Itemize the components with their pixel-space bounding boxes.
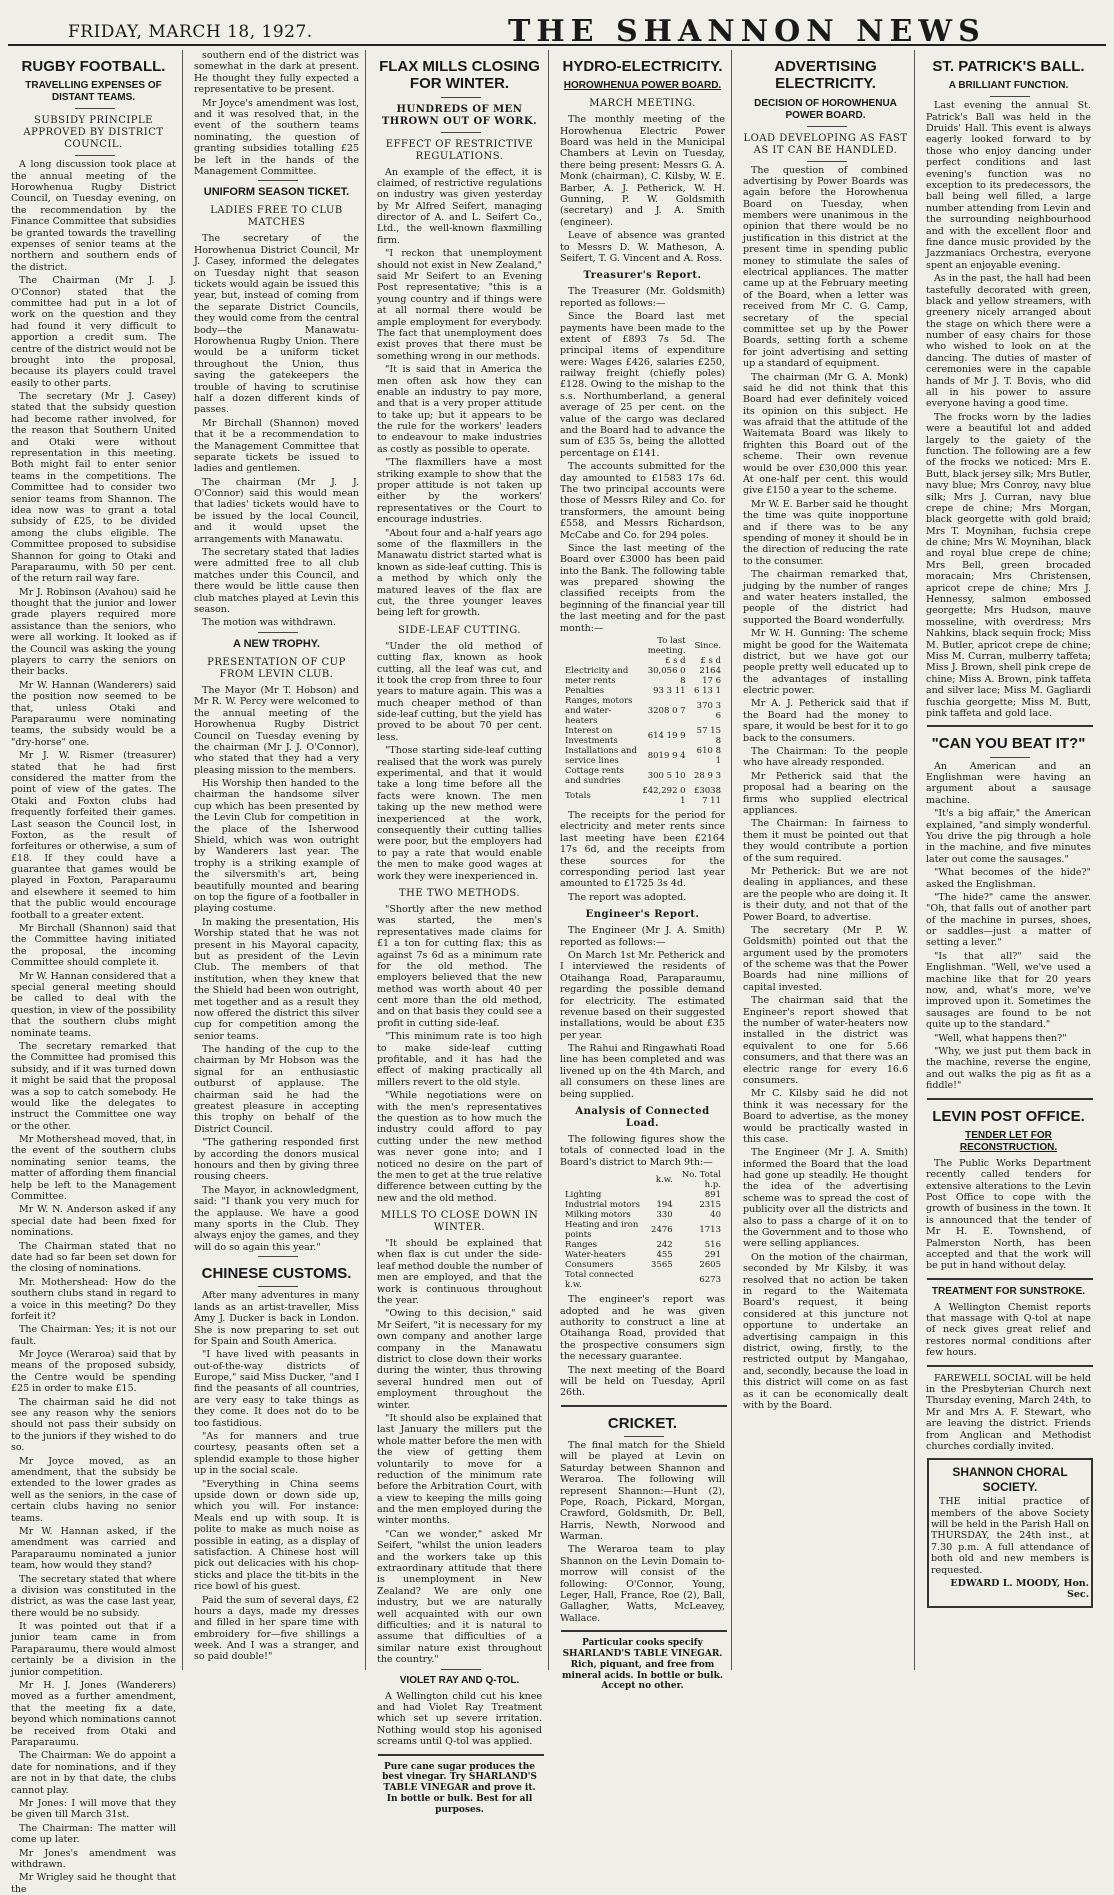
article-paragraph: The Chairman: In fairness to them it must be pointed out that they would contribute a portion of the sum required. xyxy=(743,818,908,864)
table-cell: £42,292 0 1 xyxy=(642,786,686,807)
article-paragraph: "I have lived with peasants in out-of-the-way districts of Europe," said Miss Ducker, "and I find the peasants of all countries, are very easy to take things as they come. It does not do to be too fastidious. xyxy=(194,1349,359,1429)
article-headline: HYDRO-ELECTRICITY. xyxy=(562,58,723,75)
article-paragraph: On March 1st Mr. Petherick and I interviewed the residents of Otaihanga Road, Paraparaumu, regarding the possible demand for electricity. The estimated revenue based on their suggested installations, would be about £35 per year. xyxy=(560,949,725,1041)
column-5 xyxy=(740,50,915,1670)
article-paragraph: Mr Petherick said that the proposal had a bearing on the firms who supplied electrical appliances. xyxy=(743,770,908,816)
divider xyxy=(258,632,298,633)
table-cell: Industrial motors xyxy=(565,1200,640,1211)
article-paragraph: "The hide?" came the answer. "Oh, that falls out of another part of the machine in purses, shoes, or saddles—just a matter of setting a lever." xyxy=(926,891,1091,949)
table-cell: Installations and service lines xyxy=(565,746,637,767)
notice-title: SHANNON CHORAL SOCIETY. xyxy=(952,1465,1068,1494)
article-paragraph: "I reckon that unemployment should not exist in New Zealand," said Mr Seifert to an Evening Post representative; "this is a young country and if things were at all normal there would be ample employment for everybody. The fact that unemployment does exist proves that there must be something wrong in our methods. xyxy=(377,248,542,362)
article-paragraph: Mr Birchall (Shannon) moved that it be a recommendation to the Management Committee that separate tickets be issued to ladies and gentlemen. xyxy=(194,417,359,475)
divider xyxy=(927,1098,1093,1100)
table-cell: k.w. xyxy=(655,1175,673,1186)
divider xyxy=(624,1436,664,1437)
table-cell: To last meeting. xyxy=(647,636,686,657)
table-row xyxy=(563,746,723,766)
column-6 xyxy=(923,50,1097,1670)
section-subhead: THE TWO METHODS. xyxy=(398,887,520,899)
article-paragraph: Leave of absence was granted to Messrs D. W. Matheson, A. Seifert, T. G. Vincent and A. Ross. xyxy=(560,230,725,264)
article-paragraph: The accounts submitted for the day amounted to £1583 17s 6d. The two principal accounts were those of Messrs Riley and Co. for transformers, the amount being £558, and Messrs Richardson, McCabe and Co. for 294 poles. xyxy=(560,461,725,541)
article-paragraph: Mr H. J. Jones (Wanderers) moved as a further amendment, that the meeting fix a date, beyond which nominations cannot be received from Otaki and Paraparaumu. xyxy=(11,1680,176,1748)
table-cell: 3565 xyxy=(651,1260,673,1271)
article-paragraph: A long discussion took place at the annual meeting of the Horowhenua Rugby District Council, on Tuesday evening, on the recommendation by the Finance Committee that subsidies be granted towards the travelling expenses of senior teams at the northern and southern ends of the district. xyxy=(11,159,176,273)
divider xyxy=(378,1754,544,1756)
article-paragraph: "Everything in China seems upside down or down side up, which you will. For instance: Meals end up with soup. It is polite to make as much noise as possible in eating, as a display of satisfaction. A Chinese host will pick out delicacies with his chop-sticks and place the tit-bits in the rice bowl of his guest. xyxy=(194,1478,359,1593)
advertisement: Pure cane sugar produces the best vinegar. Try SHARLAND'S TABLE VINEGAR and prove it. In bottle or bulk. Best for all purposes. xyxy=(382,1761,537,1815)
article-paragraph: Mr Joyce (Weraroa) said that by means of the proposed subsidy, the Centre would be spending £25 in order to make £15. xyxy=(11,1349,176,1395)
receipts-table xyxy=(563,636,723,806)
article-headline: "CAN YOU BEAT IT?" xyxy=(931,735,1086,753)
table-cell: 40 xyxy=(710,1210,721,1221)
article-paragraph: An example of the effect, it is claimed, of restrictive regulations on industry was given yesterday by Mr Alfred Seifert, managing director of A. and L. Seifert Co., Ltd., the well-known flaxmilling firm. xyxy=(377,166,542,246)
article-paragraph: In making the presentation, His Worship stated that he was not present in his Mayoral capacity, but as president of the Levin Club. The members of that institution, when they knew that the Shield had been won outright, met together and as a result they now offered the district this silver cup for competition among the senior teams. xyxy=(194,916,359,1042)
article-paragraph: Mr C. Kilsby said he did not think it was necessary for the Board to advertise, as the money would be practically wasted in this case. xyxy=(743,1088,908,1145)
article-paragraph: "Owing to this decision," said Mr Seifert, "it is necessary for my own company and another large company in the Manawatu district to close down their works during the winter, thus throwing several hundred men out of employment throughout the winter. xyxy=(377,1308,542,1411)
columns xyxy=(8,50,1106,1895)
table-cell: £ s d xyxy=(664,656,686,667)
article-paragraph: The chairman (Mr G. A. Monk) said he did not think that this Board had ever definitely voiced its opinion on this subject. He was afraid that the attitude of the Waitemata Board was likely to frighten this Board out of the scheme. Their own revenue would be over £30,000 this year. At one-half per cent. this would give £150 a year to the scheme. xyxy=(743,371,908,497)
article-subhead: DECISION OF HOROWHENUA POWER BOARD. xyxy=(754,97,897,121)
article-paragraph: The Treasurer (Mr. Goldsmith) reported as follows:— xyxy=(560,286,725,309)
table-cell: Total connected k.w. xyxy=(565,1270,634,1291)
column-2 xyxy=(191,50,366,1670)
advertisement: Particular cooks specify SHARLAND'S TABLE VINEGAR. Rich, piquant, and free from mineral acids. In bottle or bulk. Accept no other. xyxy=(562,1638,723,1692)
divider xyxy=(927,725,1093,727)
article-paragraph: His Worship then handed to the chairman the handsome silver cup which has been presented by the Levin Club for competition in the place of the Isherwood Shield, which was won outright by Wanderers last year. The trophy is a striking example of the silversmith's art, being beautifully mounted and bearing on top the figure of a footballer in playing costume. xyxy=(194,778,359,915)
table-cell: 30,056 0 8 xyxy=(647,666,686,687)
masthead xyxy=(8,4,1106,49)
article-subhead: LOAD DEVELOPING AS FAST AS IT CAN BE HANDLED. xyxy=(743,132,908,156)
divider xyxy=(990,96,1030,97)
article-paragraph: It was pointed out that if a junior team came in from Paraparaumu, there would almost certainly be a division in the junior competition. xyxy=(11,1621,176,1678)
table-cell: 2476 xyxy=(651,1225,673,1236)
section-subhead: SIDE-LEAF CUTTING. xyxy=(397,624,522,636)
article-paragraph: Mr W. Hannan asked, if the amendment was carried and Paraparaumu nominated a junior team, how would they stand? xyxy=(11,1525,176,1572)
article-paragraph: Mr W. Hannan (Wanderers) said the position now seemed to be that, unless Otaki and Paraparaumu were nominating teams, the subsidy would be a "dry-horse" one. xyxy=(11,679,176,748)
article-paragraph: Mr Petherick: But we are not dealing in appliances, and these are the people who are doing it. It is their duty, and not that of the Power Board, to advertise. xyxy=(743,865,908,923)
article-paragraph: After many adventures in many lands as an artist-traveller, Miss Amy J. Ducker is back in London. She is now preparing to set out for Spain and South America. xyxy=(194,1290,359,1347)
table-row xyxy=(563,1200,723,1210)
article-paragraph: "This minimum rate is too high to make side-leaf cutting profitable, and it has had the effect of making practically all millers revert to the old style. xyxy=(377,1031,542,1088)
table-row xyxy=(563,666,723,686)
divider xyxy=(807,161,847,162)
table-cell: 93 3 11 xyxy=(653,686,686,697)
divider xyxy=(75,108,115,109)
article-paragraph: Mr J. Robinson (Avahou) said he thought that the junior and lower grade players required more assistance than the seniors, who were all working. It looked as if the Council was asking the young players to carry the seniors on their backs. xyxy=(11,586,176,678)
article-paragraph: The secretary stated that where a division was constituted in the district, as was the case last year, there would be no subsidy. xyxy=(11,1573,176,1619)
issue-date: FRIDAY, MARCH 18, 1927. xyxy=(68,22,313,42)
table-cell: 28 9 3 xyxy=(693,771,721,782)
article-paragraph: "Can we wonder," asked Mr Seifert, "whilst the union leaders and the workers take up this extraordinary attitude that there is unemployment in New Zealand? We are only one industry, but we are naturally well acquainted with our own difficulties; and it is natural to assume that difficulties of a similar nature exist throughout the country." xyxy=(377,1528,542,1666)
article-paragraph: On the motion of the chairman, seconded by Mr Kilsby, it was resolved that no action be taken in regard to the Waitemata Board's request, it being considered at this juncture not opportune to undertake an advertising campaign in this district, owing, firstly, to the restricted output by Mangahao, and, secondly, because the load in this district will come on as fast as it can be economically dealt with by the Board. xyxy=(743,1251,908,1411)
article-paragraph: Since the Board last met payments have been made to the extent of £893 7s 5d. The principal items of expenditure were: Wages £426, salaries £250, railway freight (chiefly poles) £128. Owing to the mishap to the s.s. Northumberland, a general average of 25 per cent. on the value of the cargo was declared and the Board had to advance the sum of £35 5s, being the allotted percentage on £141. xyxy=(560,311,725,459)
article-paragraph: "About four and a-half years ago some of the flaxmillers in the Manawatu district started what is known as side-leaf cutting. This is a method by which only the matured leaves of the flax are cut, the three younger leaves being left for growth. xyxy=(377,527,542,619)
newspaper-title: THE SHANNON NEWS xyxy=(508,14,986,49)
article-paragraph: A Wellington Chemist reports that massage with Q-tol at nape of neck gives great relief and restores normal conditions after few hours. xyxy=(926,1301,1091,1359)
table-cell: 57 15 8 xyxy=(696,726,721,747)
article-paragraph: Mr Mothershead moved, that, in the event of the southern clubs nominating senior teams, the matter of affording them financial help be left to the Management Committee. xyxy=(11,1134,176,1203)
article-paragraph: "Under the old method of cutting flax, known as hook cutting, all the leaf was cut, and it took the crop from three to four years to mature again. This was a much cheaper method of than side-leaf cutting, but the yield has proved to be about 70 per cent. less. xyxy=(377,640,542,743)
table-row xyxy=(563,1240,723,1250)
table-row xyxy=(563,1250,723,1260)
article-paragraph: Mr Birchall (Shannon) said that the Committee having initiated the proposal, the incoming Committee should complete it. xyxy=(11,923,176,969)
article-paragraph: The chairman remarked that, judging by the number of ranges and water heaters installed, the people of the district had supported the Board wonderfully. xyxy=(743,569,908,626)
article-subhead: MARCH MEETING. xyxy=(589,98,696,110)
article-paragraph: The Public Works Department recently called tenders for extensive alterations to the Levin Post Office to cope with the growth of business in the town. It is announced that the tender of Mr H. E. Townshend, of Palmerston North, has been accepted and that the work will be put in hand without delay. xyxy=(926,1157,1091,1272)
divider xyxy=(927,1278,1093,1280)
article-paragraph: "While negotiations were on with the men's representatives the question as to how much the industry could afford to pay cutting under the new method was never gone into; and I noticed no desire on the part of the men to get at the true relative difference between cutting by the new and the old method. xyxy=(377,1090,542,1204)
table-header-row xyxy=(563,656,723,666)
article-paragraph: The secretary stated that ladies were admitted free to all club matches under this Council, and there would be little cause then club matches played at Levin this season. xyxy=(194,547,359,615)
article-paragraph: The frocks worn by the ladies were a beautiful lot and added largely to the gaiety of the function. The following are a few of the frocks we noticed: Mrs E. Butt, black jersey silk; Mrs Butler, navy blue; Mrs Conroy, navy blue silk; Mrs J. Curran, navy blue crepe de chine; Mrs Morgan, black georgette with gold braid; Mrs T. Moynihan, fuchsia crepe de chine; Mrs W. Moynihan, black and royal blue crepe de chine; Mrs Bell, green brocaded moracain; Mrs Christensen, apricot crepe de chine; Mrs J. Hennessy, salmon embossed georgette; Mrs Hudson, mauve mosseline, with overdress; Mrs Nahkins, black sequin frock; Miss M. Butler, apricot crepe de chine; Miss M. Curran, mulberry taffeta; Miss J. Brown, shell pink crepe de chine; Miss A. Brown, pink taffeta and silver lace; Miss M. Gagliardi fuschia georgette; Miss M. Butt, pink taffeta and gold lace. xyxy=(926,411,1091,719)
article-paragraph: Mr W. E. Barber said he thought the time was quite inopportune and if there was to be any spending of money it should be in the direction of reducing the rate to the consumer. xyxy=(743,498,908,567)
article-paragraph: "Why, we just put them back in the machine, reverse the engine, and out walks the pig as fit as a fiddle!" xyxy=(926,1045,1091,1092)
article-paragraph: The secretary (Mr J. Casey) stated that the subsidy question had become rather involved, for the reason that Southern United and Otaki were without representation in this meeting. Both might fail to enter senior teams in the competitions. The Committee had to consider two senior teams from Shannon. The idea now was to grant a total subsidy of £25, to be divided among the clubs eligible. The Committee proposed to subsidise Shannon for going to Otaki and Paraparaumu, with 50 per cent. of the return rail way fare. xyxy=(11,391,176,585)
table-cell: 2315 xyxy=(699,1200,721,1211)
article-paragraph: Mr Wrigley said he thought that the xyxy=(11,1872,176,1895)
article-paragraph: Mr J. W. Rismer (treasurer) stated that he had first considered the matter from the point of view of the gates. The Otaki and Foxton clubs had frequently forfeited their games. Last season the Council lost, in Foxton, as the result of forfeitures or otherwise, a sum of £18. If they could have a guarantee that games would be played in Foxton, Paraparaumu and elsewhere it seemed to him that the public would encourage football to a greater extent. xyxy=(11,750,176,921)
article-headline: ST. PATRICK'S BALL. xyxy=(932,58,1085,75)
table-cell: 330 xyxy=(656,1210,673,1221)
column-1 xyxy=(8,50,183,1895)
article-paragraph: Mr Jones's amendment was withdrawn. xyxy=(11,1847,176,1870)
table-total-row xyxy=(563,786,723,806)
article-paragraph: Last evening the annual St. Patrick's Ball was held in the Druids' Hall. This event is always eagerly looked forward to by those who enjoy dancing under perfect conditions and last evening's function was no exception to its predecessors, the ball being well filled, a large number attending from Levin and the surrounding neighbourhood and with the excellent floor and fine dance music provided by the Jazzmaniacs Orchestra, everyone spent an enjoyable evening. xyxy=(926,100,1091,271)
article-paragraph: The next meeting of the Board will be held on Tuesday, April 26th. xyxy=(560,1364,725,1399)
article-paragraph: The Engineer (Mr J. A. Smith) informed the Board that the load had gone up steadily. He thought the idea of the advertising scheme was to spread the cost of publicity over all the districts and also to pass a charge of it on to the Government and to those who were selling appliances. xyxy=(743,1147,908,1250)
table-row xyxy=(563,1220,723,1240)
section-subhead: MILLS TO CLOSE DOWN IN WINTER. xyxy=(380,1210,539,1234)
table-cell: 455 xyxy=(656,1250,673,1261)
article-paragraph: Mr A. J. Petherick said that if the Board had the money to spare, it would be best for it to go back to the consumers. xyxy=(743,698,908,744)
table-cell: 6 13 1 xyxy=(693,686,721,697)
article-subhead: TENDER LET FOR RECONSTRUCTION. xyxy=(959,1129,1058,1153)
article-headline: RUGBY FOOTBALL. xyxy=(21,58,166,75)
table-row xyxy=(563,1260,723,1270)
article-paragraph: The Mayor (Mr T. Hobson) and Mr R. W. Percy were welcomed to the annual meeting of the Horowhenua Rugby District Council on Tuesday evening by the chairman (Mr J. J. O'Connor), who stated that they had a very pleasing mission to the members. xyxy=(194,684,359,776)
article-paragraph: The Mayor, in acknowledgment, said: "I thank you very much for the applause. We have a good many sports in the Club. They always enjoy the games, and they will do so again this year." xyxy=(194,1184,359,1253)
table-cell: 516 xyxy=(704,1240,721,1251)
table-cell: 3208 0 7 xyxy=(647,706,686,717)
article-paragraph: "The gathering responded first by according the donors musical honours and then by giving three rousing cheers. xyxy=(194,1137,359,1183)
table-cell: No. Total h.p. xyxy=(681,1170,721,1191)
table-cell: 614 19 9 xyxy=(647,731,686,742)
divider xyxy=(258,1286,298,1287)
article-paragraph: The engineer's report was adopted and he was given authority to construct a line at Otaihanga Road, provided that the prospective consumers sign the necessary guarantee. xyxy=(560,1294,725,1363)
table-cell xyxy=(563,1170,649,1190)
classified-box xyxy=(927,1458,1093,1607)
article-paragraph: "Those starting side-leaf cutting realised that the work was purely experimental, and that it would take a long time before all the facts were known. The men taking up the new method were inexperienced at the work, consequently their cutting tallies were poor, but the employers had to pay a rate that would enable the men to make good wages at work they were inexperienced in. xyxy=(377,745,542,882)
table-cell: Totals xyxy=(565,791,591,802)
table-cell: 291 xyxy=(704,1250,721,1261)
article-paragraph: As in the past, the hall had been tastefully decorated with green, black and yellow streamers, with greenery nicely arranged about the stage on which there were a number of easy chairs for those who wished to look on at the dancing. The duties of master of ceremonies were in the capable hands of Mr J. T. Bovis, who did all in his power to assure everyone having a good time. xyxy=(926,273,1091,410)
notice-body: THE initial practice of members of the above Society will be held in the Parish Hall on THURSDAY, the 24th inst., at 7.30 p.m. A full attendance of both old and new members is requested. xyxy=(931,1496,1089,1576)
table-row xyxy=(563,1270,723,1290)
table-cell: Ranges xyxy=(565,1240,597,1251)
article-paragraph: Since the last meeting of the Board over £3000 has been paid into the Bank. The following table was prepared showing the classified receipts from the beginning of the financial year till the last meeting and for the past month:— xyxy=(560,542,725,634)
article-headline: LEVIN POST OFFICE. xyxy=(932,1107,1085,1125)
table-cell: 194 xyxy=(656,1200,673,1211)
article-headline: ADVERTISING ELECTRICITY. xyxy=(774,58,877,93)
table-cell: Lighting xyxy=(565,1190,602,1201)
article-paragraph: A Wellington child cut his knee and had Violet Ray Treatment which set up severe irritation. Nothing would stop his agonised screams until Q-tol was applied. xyxy=(377,1690,542,1748)
table-cell: Milking motors xyxy=(565,1210,631,1221)
table-cell: 610 8 1 xyxy=(696,746,721,767)
article-paragraph: The monthly meeting of the Horowhenua Electric Power Board was held in the Municipal Chambers at Levin on Tuesday, there being present: Messrs G. A. Monk (chairman), C. Kilsby, W. E. Barber, A. J. Petherick, W. H. Gunning, P. W. Goldsmith (secretary) and J. A. Smith (engineer). xyxy=(560,114,725,228)
divider xyxy=(807,126,847,127)
article-paragraph: The question of combined advertising by Power Boards was again before the Horowhenua Board on Tuesday, when members were unanimous in the opinion that there would be no justification in this district at the present time in spending public money to stimulate the sales of electrical appliances. The matter came up at the February meeting of the Board, when a letter was received from Mr C. G. Camp, secretary of the special committee set up by the Power Boards, setting forth a scheme for joint advertising and setting up a standard of equipment. xyxy=(743,164,908,370)
table-cell: 2605 xyxy=(699,1260,721,1271)
classified-notice: FAREWELL SOCIAL will be held in the Presbyterian Church next Thursday evening, March 24th, to Mr and Mrs A. F. Stewart, who are leaving the district. Friends from Anglican and Methodist churches cordially invited. xyxy=(926,1372,1091,1452)
article-paragraph: "It should also be explained that last January the millers put the whole matter before the men with the view of getting them voluntarily to move for a reduction of the minimum rate before the Arbitration Court, with a view to keeping the mills going and the men employed during the winter months. xyxy=(377,1412,542,1527)
article-paragraph: The Chairman (Mr J. J. O'Connor) stated that the committee had put in a lot of work on the question and they had found it very difficult to apportion a credit sum. The centre of the district would not be brought into the proposal, because its players could travel easily to other parts. xyxy=(11,275,176,389)
article-paragraph: The report was adopted. xyxy=(568,891,687,903)
article-headline: VIOLET RAY AND Q-TOL. xyxy=(399,1674,520,1686)
article-paragraph: The chairman said that the Engineer's report showed that the number of water-heaters now installed in the district was equivalent to one for 5.66 consumers, and that there was an electric range for every 16.6 consumers. xyxy=(743,995,908,1086)
table-cell: Water-heaters xyxy=(565,1250,626,1261)
article-paragraph: "It should be explained that when flax is cut under the side-leaf method double the number of men are employed, and that the work is continuous throughout the year. xyxy=(377,1238,542,1307)
article-paragraph: The Chairman stated that no date had so far been set down for the closing of nominations. xyxy=(11,1240,176,1275)
article-headline: CRICKET. xyxy=(607,1414,678,1432)
table-row xyxy=(563,1190,723,1200)
section-subhead: Analysis of Connected Load. xyxy=(575,1106,710,1130)
table-cell: 6273 xyxy=(699,1275,721,1286)
table-header-row xyxy=(563,1170,723,1190)
article-paragraph: The following figures show the totals of connected load in the Board's district to March 9th:— xyxy=(560,1134,725,1168)
table-cell xyxy=(563,656,640,666)
table-cell: 1713 xyxy=(699,1225,721,1236)
article-paragraph: The Engineer (Mr J. A. Smith) reported as follows:— xyxy=(560,925,725,948)
table-cell: Heating and iron points xyxy=(565,1220,639,1241)
table-cell xyxy=(649,1190,675,1200)
table-cell xyxy=(563,636,640,656)
table-cell: Consumers xyxy=(565,1260,614,1271)
article-headline: FLAX MILLS CLOSING FOR WINTER. xyxy=(379,58,540,93)
section-subhead: Treasurer's Report. xyxy=(583,270,702,282)
article-paragraph: The chairman said he did not see any reason why the seniors should not pass their subsidy on to the juniors if they wished to do so. xyxy=(11,1396,176,1454)
divider xyxy=(990,757,1030,758)
article-paragraph: Mr W. Hannan considered that a special general meeting should be called to deal with the question, in view of the possibility that the southern clubs might nominate teams. xyxy=(11,970,176,1039)
table-row xyxy=(563,686,723,696)
article-headline: TREATMENT FOR SUNSTROKE. xyxy=(931,1285,1086,1297)
table-cell: Ranges, motors and water-heaters xyxy=(565,696,633,727)
article-paragraph: The Chairman: We do appoint a date for nominations, and if they are not in by that date, the clubs cannot play. xyxy=(11,1750,176,1796)
article-subhead: LADIES FREE TO CLUB MATCHES xyxy=(210,205,343,229)
table-cell: Interest on Investments xyxy=(565,726,618,747)
table-cell: Penalties xyxy=(565,686,605,697)
article-subhead: HUNDREDS OF MEN THROWN OUT OF WORK. xyxy=(381,103,538,127)
article-paragraph: The Chairman: Yes; it is not our fault. xyxy=(11,1324,176,1347)
table-cell: Electricity and meter rents xyxy=(565,666,629,687)
article-paragraph: The Rahui and Ringawhati Road line has been completed and was livened up on the 4th March, and all consumers on these lines are being supplied. xyxy=(560,1043,725,1100)
column-3 xyxy=(374,50,549,1815)
article-paragraph: The Chairman: To the people who have already responded. xyxy=(743,746,908,769)
divider xyxy=(441,132,481,133)
table-cell: 300 5 10 xyxy=(647,771,686,782)
article-paragraph: southern end of the district was somewhat in the dark at present. He thought they fully expected a representative to be present. xyxy=(194,50,359,96)
article-paragraph: Mr Jones: I will move that they be given till March 31st. xyxy=(11,1797,176,1821)
table-cell: 370 3 6 xyxy=(696,701,721,722)
divider xyxy=(561,1405,727,1407)
table-row xyxy=(563,1210,723,1220)
divider xyxy=(75,155,115,156)
article-paragraph: "Shortly after the new method was started, the men's representatives made claims for £1 a ton for cutting flax; this as against 7s 6d as a minimum rate for the old method. The employers believed that the new method was worth about 40 per cent more than the old method, and on that basis they could see a profit in cutting side-leaf. xyxy=(377,903,542,1029)
divider xyxy=(441,97,481,98)
section-subhead: Engineer's Report. xyxy=(585,909,700,921)
article-subhead: A BRILLIANT FUNCTION. xyxy=(948,80,1069,92)
column-4 xyxy=(557,50,732,1692)
article-subhead: TRAVELLING EXPENSES OF DISTANT TEAMS. xyxy=(25,80,162,104)
article-paragraph: Mr W. N. Anderson asked if any special date had been fixed for nominations. xyxy=(11,1204,176,1239)
article-paragraph: An American and an Englishman were having an argument about a sausage machine. xyxy=(926,760,1091,806)
table-cell: £3038 7 11 xyxy=(693,786,721,807)
table-row xyxy=(563,726,723,746)
article-paragraph: The Chairman: The matter will come up later. xyxy=(11,1822,176,1846)
article-paragraph: The chairman (Mr J. J. O'Connor) said this would mean that ladies' tickets would have to be issued by the local Council, and it would upset the arrangements with Manawatu. xyxy=(194,476,359,545)
table-cell: Since. xyxy=(694,641,721,652)
article-headline: UNIFORM SEASON TICKET. xyxy=(203,186,350,199)
table-cell xyxy=(649,1270,675,1290)
article-paragraph: The Weraroa team to play Shannon on the Levin Domain to-morrow will consist of the following: O'Connor, Young, Leger, Hall, France, Roe (2), Ball, Gallagher, Watts, McLeavey, Wallace. xyxy=(560,1544,725,1624)
article-subhead: HOROWHENUA POWER BOARD. xyxy=(563,80,722,92)
table-row xyxy=(563,696,723,726)
table-header-row xyxy=(563,636,723,656)
table-cell: 242 xyxy=(656,1240,673,1251)
article-subhead: EFFECT OF RESTRICTIVE REGULATIONS. xyxy=(385,138,534,162)
load-table xyxy=(563,1170,723,1290)
table-cell: 8019 9 4 xyxy=(647,751,686,762)
table-row xyxy=(563,766,723,786)
article-paragraph: "It's a big affair," the American explained, "and simply wonderful. You drive the pig through a hole in the machine, and five minutes later out come the sausages." xyxy=(926,808,1091,865)
divider xyxy=(258,1256,298,1257)
divider xyxy=(258,180,298,181)
article-paragraph: The secretary of the Horowhenua District Council, Mr J. Casey, informed the delegates on Tuesday night that season tickets would again be issued this year, but, instead of coming from the separate District Councils, they would come from the central body—the Manawatu-Horowhenua Rugby Union. There would be a uniform ticket throughout the Union, thus saving the gatekeepers the trouble of having to scrutinise half a dozen different kinds of passes. xyxy=(194,233,359,416)
table-cell: 2164 17 6 xyxy=(699,666,721,687)
article-paragraph: "As for manners and true courtesy, peasants often set a splendid example to those higher up in the social scale. xyxy=(194,1431,359,1477)
newspaper-page xyxy=(8,4,1106,1895)
table-cell: 891 xyxy=(704,1190,721,1201)
article-headline: A NEW TROPHY. xyxy=(233,637,320,650)
article-paragraph: The receipts for the period for electricity and meter rents since last meeting have been £2164 17s 6d, and the receipts from these sources for the corresponding period last year amounted to £1725 3s 4d. xyxy=(560,810,725,890)
article-paragraph: "The flaxmillers have a most striking example to show that the proper attitude is not taken up either by the workers' representatives or the Court to encourage industries. xyxy=(377,457,542,526)
article-paragraph: The final match for the Shield will be played at Levin on Saturday between Shannon and Weraroa. The following will represent Shannon:—Hunt (2), Pope, Roach, Pickard, Morgan, Crawford, Goldsmith, Dr. Bell, Harris, Newth, Norwood and Warman. xyxy=(560,1439,725,1543)
article-paragraph: The handing of the cup to the chairman by Mr Hobson was the signal for an enthusiastic outburst of applause. The chairman said he had the greatest pleasure in accepting this trophy on behalf of the District Council. xyxy=(194,1044,359,1135)
article-paragraph: Mr Joyce moved, as an amendment, that the subsidy be extended to the lower grades as well as the seniors, in the case of certain clubs having no senior teams. xyxy=(11,1455,176,1524)
article-paragraph: The secretary remarked that the Committee had promised this subsidy, and if it was turned down it might be said that the proposal was a sop to catch somebody. He would like the delegates to instruct the Committee one way or the other. xyxy=(11,1040,176,1132)
article-subhead: PRESENTATION OF CUP FROM LEVIN CLUB. xyxy=(207,656,346,680)
article-paragraph: Mr W. H. Gunning: The scheme might be good for the Waitemata district, but we have got our people pretty well educated up to the advantages of installing electric power. xyxy=(743,628,908,697)
table-cell: Cottage rents and sundries xyxy=(565,766,625,787)
table-cell: £ s d xyxy=(700,656,721,667)
article-paragraph: Paid the sum of several days, £2 hours a days, made my dresses and filled in her spare time with embroidery for—five shillings a week. And I was a stranger, and so paid double!" xyxy=(194,1594,359,1663)
article-paragraph: "It is said that in America the men often ask how they can enable an industry to pay more, and that is a very proper attitude to take up; but it appears to be the rule for the workers' leaders to endeavour to make industries as costly as possible to operate. xyxy=(377,364,542,455)
divider xyxy=(561,1630,727,1632)
article-paragraph: Mr. Mothershead: How do the southern clubs stand in regard to a voice in this meeting? Do they forfeit it? xyxy=(11,1276,176,1322)
divider xyxy=(927,1365,1093,1367)
article-paragraph: "What becomes of the hide?" asked the Englishman. xyxy=(926,867,1091,890)
article-paragraph: "Well, what happens then?" xyxy=(934,1032,1067,1044)
notice-signature: EDWARD L. MOODY, Hon. Sec. xyxy=(950,1577,1089,1601)
article-paragraph: The motion was withdrawn. xyxy=(202,617,336,629)
article-subhead: SUBSIDY PRINCIPLE APPROVED BY DISTRICT COUNCIL. xyxy=(23,115,164,151)
article-paragraph: The secretary (Mr P. W. Goldsmith) pointed out that the argument used by the promoters of the scheme was that the Power Boards had nine millions of capital invested. xyxy=(743,924,908,993)
article-headline: CHINESE CUSTOMS. xyxy=(201,1265,352,1283)
article-paragraph: Mr Joyce's amendment was lost, and it was resolved that, in the event of the southern teams nominating, the question of granting subsidies totalling £25 be left in the hands of the Management Committee. xyxy=(194,97,359,177)
divider xyxy=(441,1669,481,1670)
article-paragraph: "Is that all?" said the Englishman. "Well, we've used a machine like that for 20 years now, and, what's more, we've improved upon it. Sometimes the sausages are found to be not quite up to the standard." xyxy=(926,950,1091,1031)
